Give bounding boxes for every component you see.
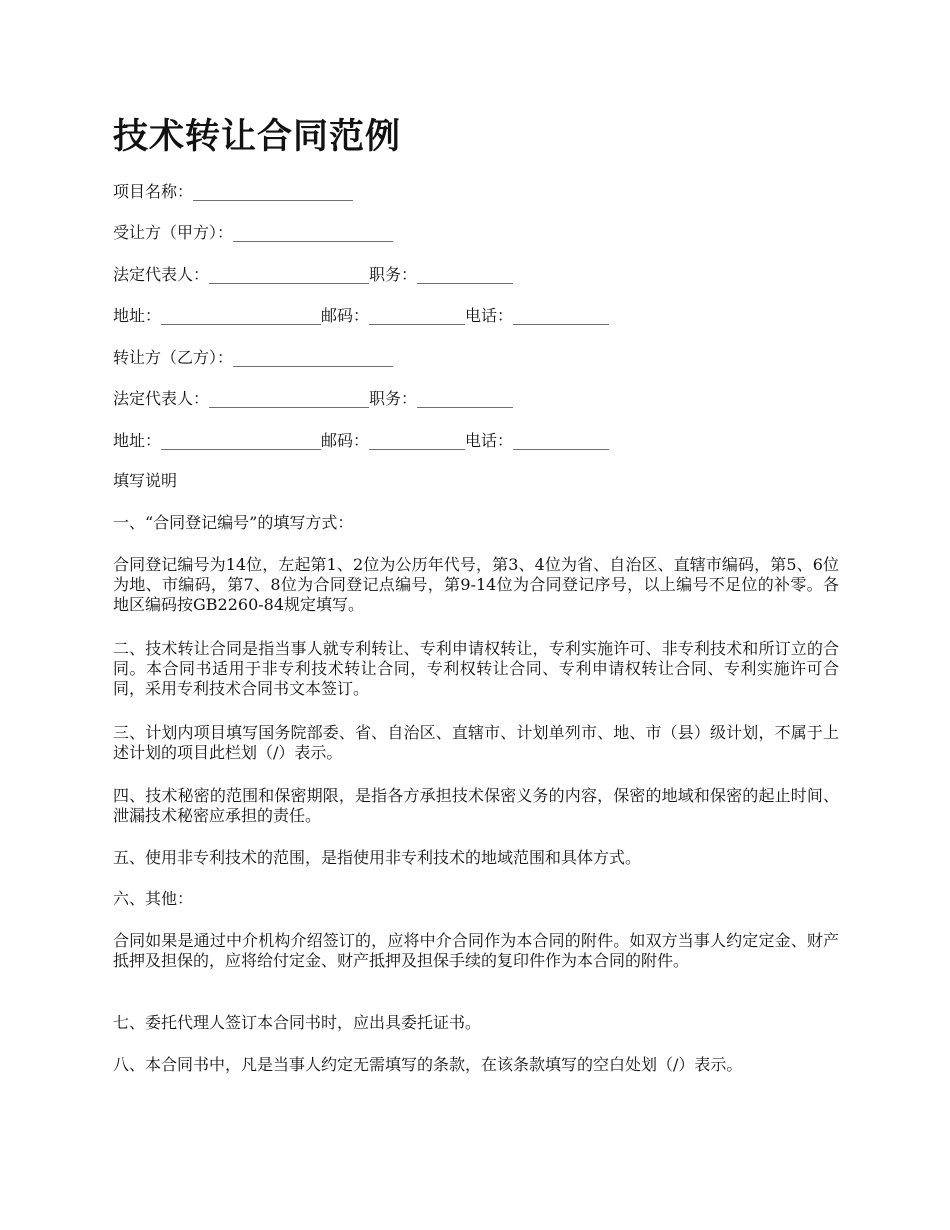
- field-transferee-representative: 法定代表人：____________________职务：____________: [113, 265, 514, 284]
- field-transferor-address: 地址：____________________邮码：____________电话：____________: [113, 431, 610, 450]
- instruction-item: 八、本合同书中，凡是当事人约定无需填写的条款，在该条款填写的空白处划（/）表示。: [113, 1055, 743, 1074]
- document-title: 技术转让合同范例: [113, 117, 402, 157]
- field-project-name: 项目名称：____________________: [113, 182, 354, 201]
- instruction-item: 合同登记编号为14位，左起第1、2位为公历年代号，第3、4位为省、自治区、直辖市编码，第5、6位为地、市编码，第7、8位为合同登记点编号，第9-14位为合同登记序号，以上编号不足位的补零。各地区编码按GB2260-84规定填写。: [113, 555, 839, 614]
- field-transferee: 受让方（甲方）：____________________: [113, 223, 394, 242]
- instruction-item: 二、技术转让合同是指当事人就专利转让、专利申请权转让，专利实施许可、非专利技术和所订立的合同。本合同书适用于非专利技术转让合同，专利权转让合同、专利申请权转让合同、专利实施许可合同，采用专利技术合同书文本签订。: [113, 639, 839, 698]
- instruction-item: 三、计划内项目填写国务院部委、省、自治区、直辖市、计划单列市、地、市（县）级计划，不属于上述计划的项目此栏划（/）表示。: [113, 723, 839, 762]
- instruction-item: 七、委托代理人签订本合同书时，应出具委托证书。: [113, 1013, 482, 1032]
- instruction-item: 一、“合同登记编号”的填写方式：: [113, 513, 354, 532]
- field-transferor-representative: 法定代表人：____________________职务：____________: [113, 389, 514, 408]
- field-transferor: 转让方（乙方）：____________________: [113, 348, 394, 367]
- instruction-item: 四、技术秘密的范围和保密期限，是指各方承担技术保密义务的内容，保密的地域和保密的起止时间、泄漏技术秘密应承担的责任。: [113, 786, 839, 825]
- field-transferee-address: 地址：____________________邮码：____________电话：____________: [113, 306, 610, 325]
- instruction-item: 六、其他：: [113, 889, 194, 908]
- instructions-heading: 填写说明: [113, 471, 178, 490]
- instruction-item: 五、使用非专利技术的范围，是指使用非专利技术的地域范围和具体方式。: [113, 848, 642, 867]
- instruction-item: 合同如果是通过中介机构介绍签订的，应将中介合同作为本合同的附件。如双方当事人约定定金、财产抵押及担保的，应将给付定金、财产抵押及担保手续的复印件作为本合同的附件。: [113, 931, 839, 970]
